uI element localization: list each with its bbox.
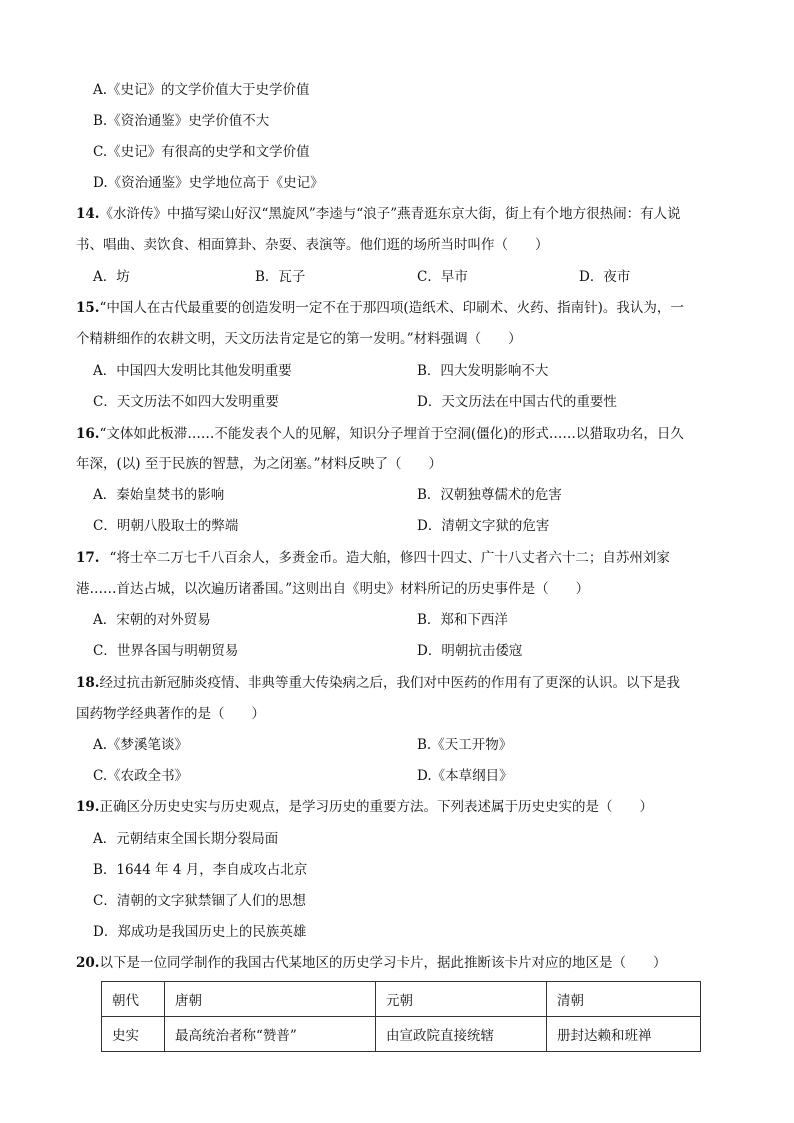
- q16-option-c: C．明朝八股取士的弊端: [93, 518, 239, 534]
- q15-option-a: A．中国四大发明比其他发明重要: [93, 363, 292, 379]
- q19-option-d: D．郑成功是我国历史上的民族英雄: [93, 924, 307, 940]
- q19-option-a: A．元朝结束全国长期分裂局面: [93, 831, 279, 847]
- q14-option-a: A．坊: [93, 269, 130, 285]
- table-cell: 史实: [102, 1017, 165, 1052]
- table-cell: 册封达赖和班禅: [547, 1017, 701, 1052]
- q19-option-c: C．清朝的文字狱禁锢了人们的思想: [93, 893, 306, 909]
- q14-stem-line2: 书、唱曲、卖饮食、相面算卦、杂耍、表演等。他们逛的场所当时叫作（ ）: [76, 237, 549, 253]
- history-card-table: [101, 981, 701, 1052]
- table-row: [102, 1017, 701, 1052]
- q20-stem-line1: [76, 953, 667, 973]
- q14-option-b: B．瓦子: [255, 269, 306, 285]
- q16-option-b: B．汉朝独尊儒术的危害: [417, 487, 562, 503]
- q20-text: 以下是一位同学制作的我国古代某地区的历史学习卡片，据此推断该卡片对应的地区是（ ）: [99, 955, 667, 971]
- q17-number: 17.: [76, 550, 100, 566]
- q13-option-d: D.《资治通鉴》史学地位高于《史记》: [93, 175, 324, 191]
- q15-option-c: C．天文历法不如四大发明重要: [93, 394, 279, 410]
- q17-option-d: D．明朝抗击倭寇: [417, 643, 523, 659]
- table-cell: 由宣政院直接统辖: [376, 1017, 547, 1052]
- q15-option-d: D．天文历法在中国古代的重要性: [417, 394, 617, 410]
- q17-text: “将士卒二万七千八百余人，多赉金币。造大舶，修四十四丈、广十八丈者六十二；自苏州刘家: [109, 550, 670, 566]
- q18-stem-line1: [76, 673, 680, 693]
- q14-stem-line1: [76, 204, 681, 224]
- q17-option-c: C．世界各国与明朝贸易: [93, 643, 239, 659]
- q15-number: 15.: [76, 300, 100, 316]
- q18-option-c: C.《农政全书》: [93, 768, 189, 784]
- q19-text: 正确区分历史史实与历史观点，是学习历史的重要方法。下列表述属于历史史实的是（ ）: [99, 799, 653, 815]
- q13-option-b: B.《资治通鉴》史学价值不大: [93, 113, 270, 129]
- q16-number: 16.: [76, 426, 100, 442]
- q15-stem-line1: [76, 298, 684, 318]
- q18-option-d: D.《本草纲目》: [417, 768, 513, 784]
- q19-number: 19.: [76, 799, 100, 815]
- q16-option-d: D．清朝文字狱的危害: [417, 518, 550, 534]
- q18-option-a: A.《梦溪笔谈》: [93, 737, 189, 753]
- q19-option-b: B．1644 年 4 月，李自成攻占北京: [93, 862, 308, 878]
- q18-option-b: B.《天工开物》: [417, 737, 513, 753]
- q18-text: 经过抗击新冠肺炎疫情、非典等重大传染病之后，我们对中医药的作用有了更深的认识。以下是我: [99, 675, 680, 691]
- q18-number: 18.: [76, 675, 100, 691]
- q17-stem-line2: 港……首达占城，以次遍历诸番国。”这则出自《明史》材料所记的历史事件是（ ）: [76, 581, 590, 597]
- q14-number: 14.: [76, 206, 100, 222]
- q14-text: 《水浒传》中描写梁山好汉“黑旋风”李逵与“浪子”燕青逛东京大街，街上有个地方很热闹：有人说: [99, 206, 681, 222]
- q16-stem-line2: 年深，(以) 至于民族的智慧，为之闭塞。”材料反映了（ ）: [76, 456, 442, 472]
- q14-option-d: D．夜市: [579, 269, 631, 285]
- q13-option-c: C.《史记》有很高的史学和文学价值: [93, 144, 310, 160]
- table-cell: 元朝: [376, 982, 547, 1017]
- q15-stem-line2: 个精耕细作的农耕文明，天文历法肯定是它的第一发明。”材料强调（ ）: [76, 331, 522, 347]
- q20-number: 20.: [76, 955, 100, 971]
- table-cell: 最高统治者称“赞普”: [165, 1017, 376, 1052]
- q14-option-c: C．早市: [417, 269, 468, 285]
- table-cell: 朝代: [102, 982, 165, 1017]
- table-cell: 清朝: [547, 982, 701, 1017]
- q16-text: “文体如此板滞……不能发表个人的见解，知识分子埋首于空洞(僵化)的形式……以猎取功名，日久: [99, 426, 684, 442]
- table-row-header: [102, 982, 701, 1017]
- q17-stem-line1: [76, 548, 670, 568]
- q17-option-b: B．郑和下西洋: [417, 612, 508, 628]
- q15-option-b: B．四大发明影响不大: [417, 363, 549, 379]
- q18-stem-line2: 国药物学经典著作的是（ ）: [76, 706, 265, 722]
- q16-option-a: A．秦始皇焚书的影响: [93, 487, 225, 503]
- q16-stem-line1: [76, 424, 684, 444]
- table-cell: 唐朝: [165, 982, 376, 1017]
- q15-text: “中国人在古代最重要的创造发明一定不在于那四项(造纸术、印刷术、火药、指南针)。我认为，一: [99, 300, 684, 316]
- q13-option-a: A.《史记》的文学价值大于史学价值: [93, 82, 310, 98]
- q17-option-a: A．宋朝的对外贸易: [93, 612, 211, 628]
- q19-stem-line1: [76, 797, 653, 817]
